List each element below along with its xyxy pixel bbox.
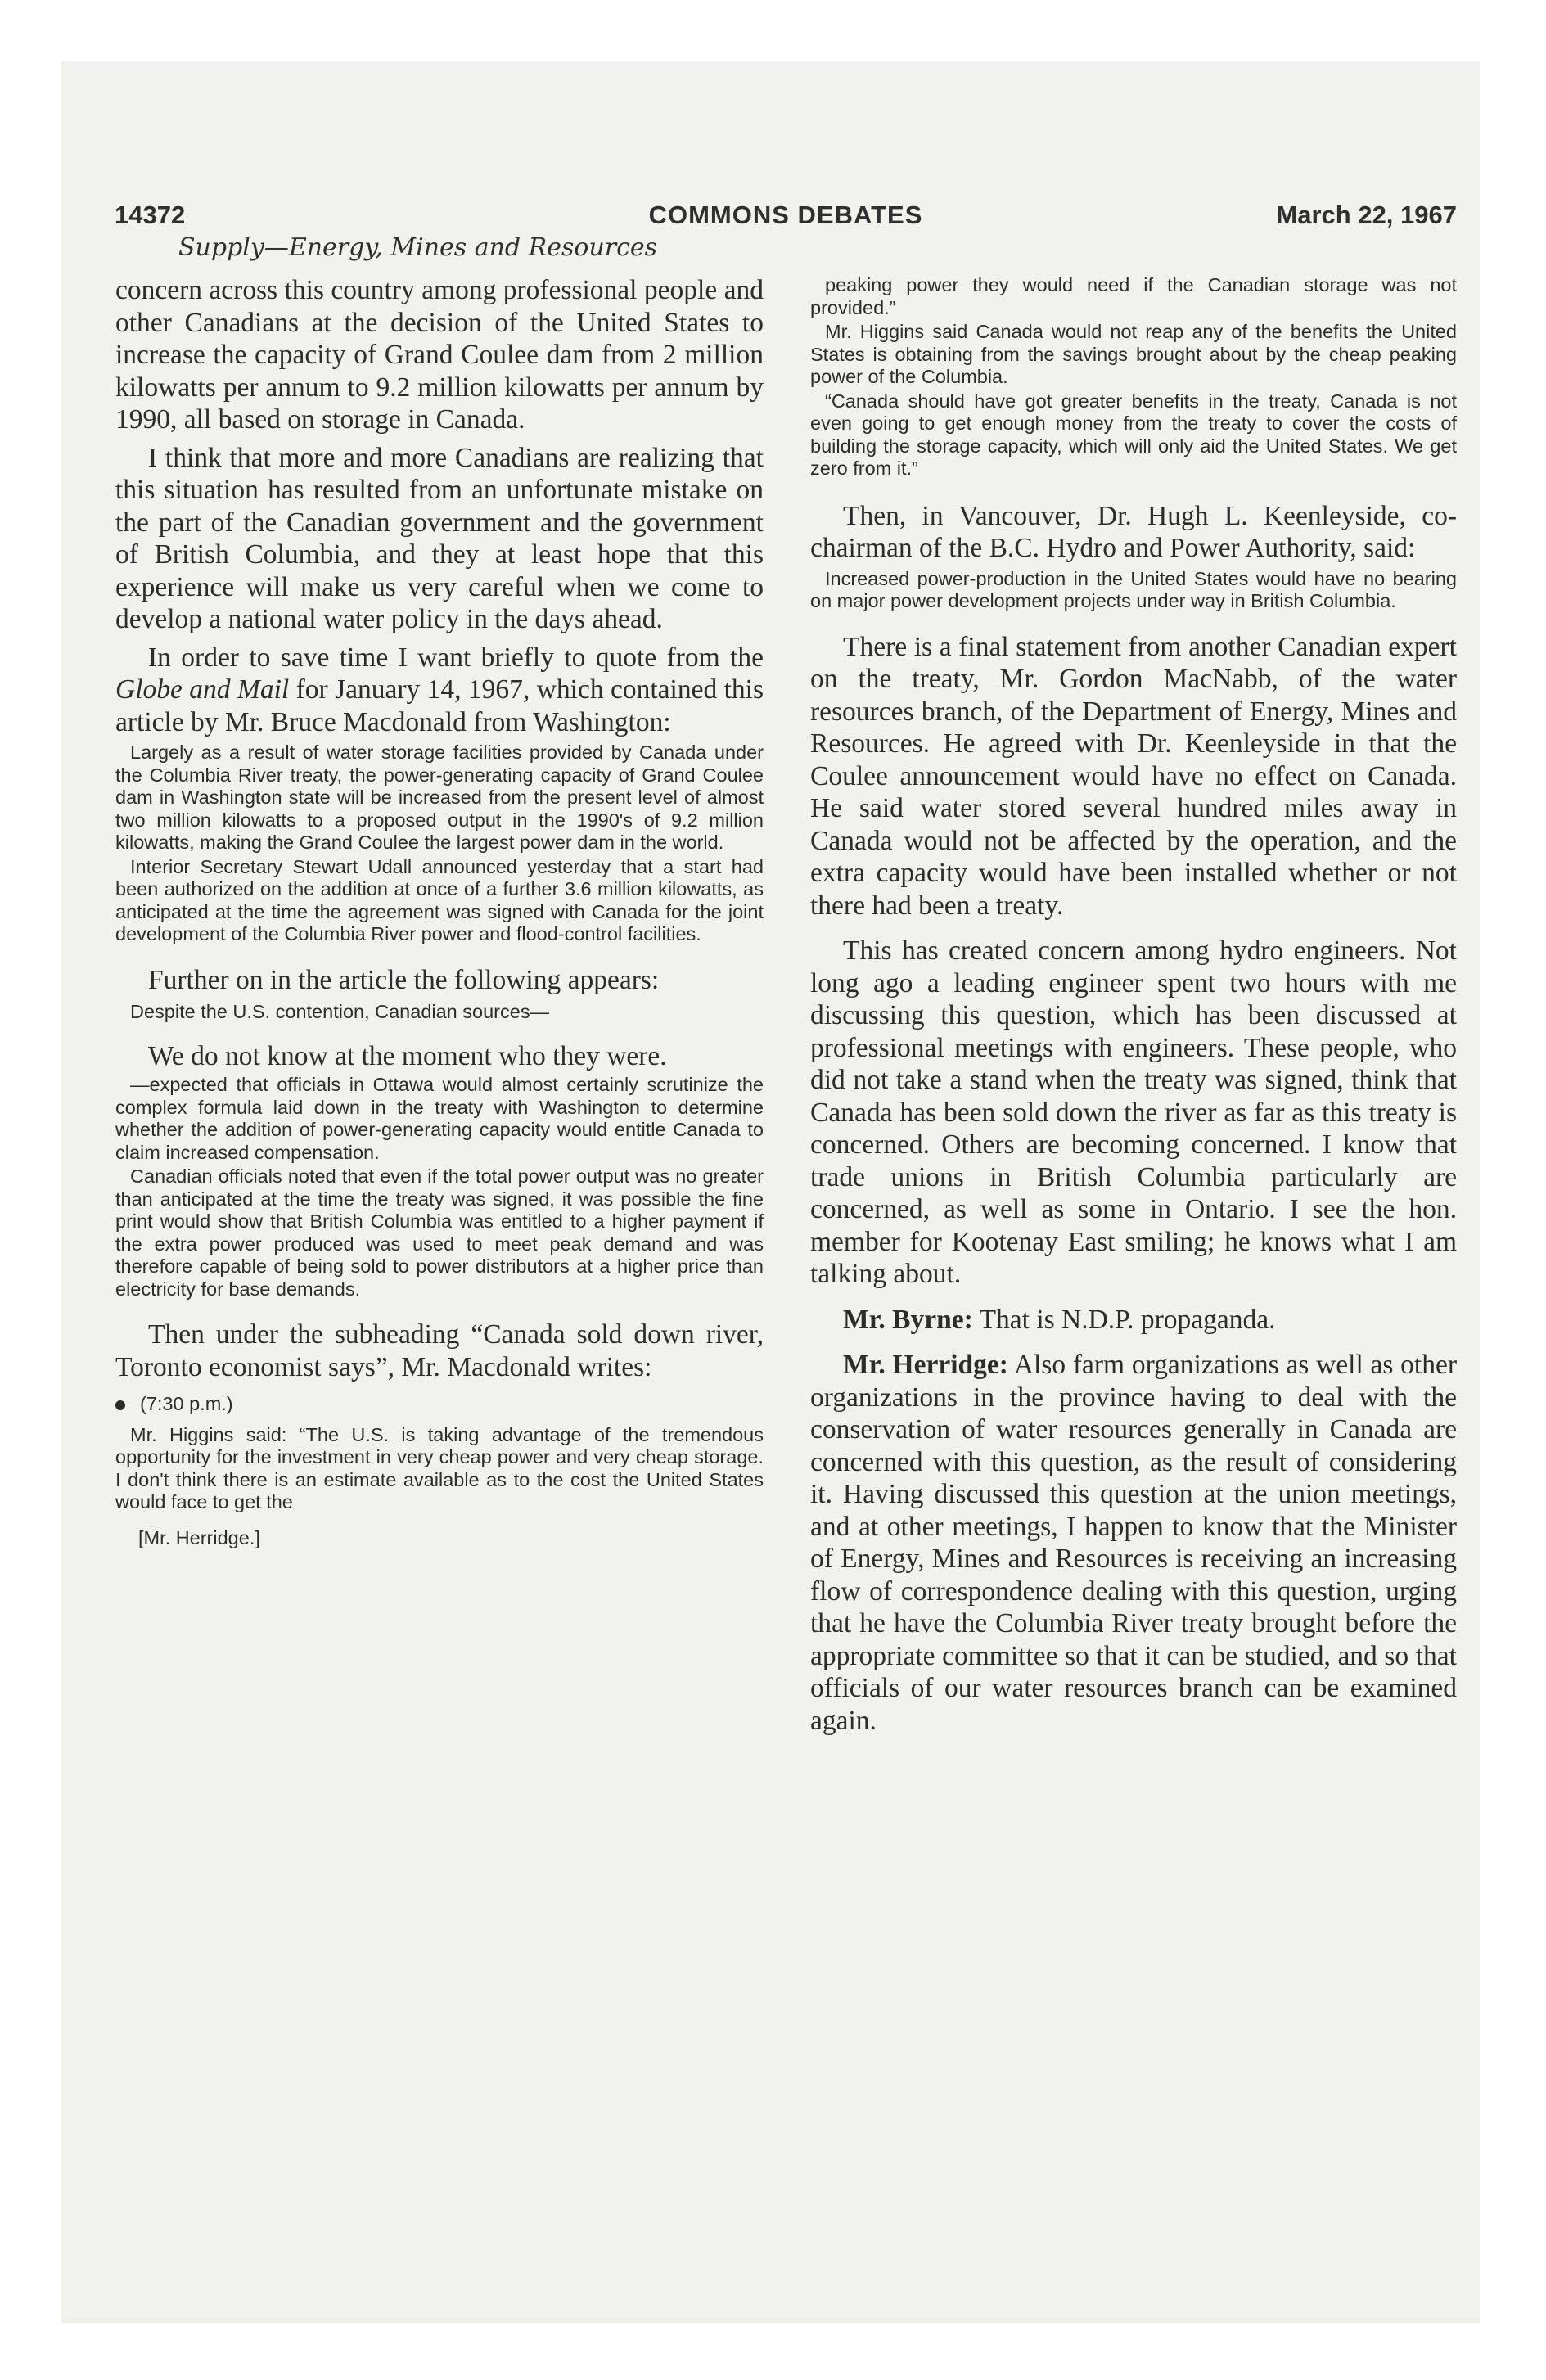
quoted-passage: Canadian officials noted that even if the total power output was no greater than anticipated at the time the treaty was signed, it was possible the fine print would show that British Columbia was entitled to a higher payment if the extra power produced was used to meet peak demand and was therefore capable of being sold to power distributors at a higher price than electricity for base demands. — [115, 1165, 764, 1300]
paragraph: Mr. Herridge: Also farm organizations as well as other organizations in the province having to deal with the conservation of water resources generally in Canada are concerned with this question, as the result of considering it. Having discussed this question at the union meetings, and at other meetings, I happen to know that the Minister of Energy, Mines and Resources is receiving an increasing flow of correspondence dealing with this question, urging that he have the Columbia River treaty brought before the appropriate committee so that it can be studied, and so that officials of our water resources branch can be examined again. — [810, 1350, 1457, 1736]
left-column — [115, 274, 764, 1549]
paragraph: I think that more and more Canadians are realizing that this situation has resulted from an unfortunate mistake on the part of the Canadian government and the government of British Columbia, and they at least hope that this experience will make us very careful when we come to develop a national water policy in the days ahead. — [115, 442, 764, 634]
speaker-note: [Mr. Herridge.] — [138, 1526, 260, 1548]
page-header — [115, 201, 1457, 233]
paragraph: Then, in Vancouver, Dr. Hugh L. Keenleyside, co-chairman of the B.C. Hydro and Power Authority, said: — [810, 500, 1457, 563]
paragraph: We do not know at the moment who they were. — [148, 1040, 667, 1071]
speaker-name: Mr. Byrne: — [843, 1304, 973, 1335]
quoted-passage: “Canada should have got greater benefits in the treaty, Canada is not even going to get enough money from the treaty to cover the costs of building the storage capacity, which will only aid the United States. We get zero from it.” — [810, 390, 1457, 479]
paragraph: There is a final statement from another Canadian expert on the treaty, Mr. Gordon MacNabb, of the water resources branch, of the Department of Energy, Mines and Resources. He agreed with Dr. Keenleyside in that the Coulee announcement would have no effect on Canada. He said water stored several hundred miles away in Canada would not be affected by the operation, and the extra capacity would have been installed whether or not there had been a treaty. — [810, 631, 1457, 921]
quoted-passage: Largely as a result of water storage facilities provided by Canada under the Columbia River treaty, the power-generating capacity of Grand Coulee dam in Washington state will be increased from the present level of almost two million kilowatts to a proposed output in the 1990's of 9.2 million kilowatts, making the Grand Coulee the largest power dam in the world. — [115, 741, 764, 853]
publication-date: March 22, 1967 — [1276, 201, 1457, 229]
speaker-name: Mr. Herridge: — [843, 1350, 1008, 1380]
page-number: 14372 — [115, 201, 186, 229]
bullet-icon — [115, 1400, 125, 1410]
quoted-passage: Increased power-production in the United States would have no bearing on major power development projects under way in British Columbia. — [810, 567, 1457, 611]
paragraph: Further on in the article the following appears: — [148, 964, 660, 995]
quoted-passage: Mr. Higgins said: “The U.S. is taking advantage of the tremendous opportunity for the investment in very cheap power and very cheap storage. I don't think there is an estimate available as to the cost the United States would face to get the — [115, 1423, 764, 1512]
right-column — [810, 274, 1457, 1737]
paragraph: This has created concern among hydro engineers. Not long ago a leading engineer spent two hours with me discussing this question, which has been discussed at professional meetings with engineers. These people, who did not take a stand when the treaty was signed, think that Canada has been sold down the river as far as this treaty is concerned. Others are becoming concerned. I know that trade unions in British Columbia particularly are concerned, as well as some in Ontario. I see the hon. member for Kootenay East smiling; he knows what I am talking about. — [810, 935, 1457, 1289]
time-marker: (7:30 p.m.) — [115, 1393, 764, 1416]
paragraph: Then under the subheading “Canada sold down river, Toronto economist says”, Mr. Macdonald writes: — [115, 1319, 764, 1382]
paragraph: Mr. Byrne: That is N.D.P. propaganda. — [843, 1304, 1276, 1335]
quoted-passage: Despite the U.S. contention, Canadian sources— — [130, 1001, 550, 1022]
paragraph: concern across this country among professional people and other Canadians at the decision of the United States to increase the capacity of Grand Coulee dam from 2 million kilowatts per annum to 9.2 million kilowatts per annum by 1990, all based on storage in Canada. — [115, 275, 764, 435]
quoted-passage: —expected that officials in Ottawa would almost certainly scrutinize the complex formula laid down in the treaty with Washington to determine whether the addition of power-generating capacity would entitle Canada to claim increased compensation. — [115, 1074, 764, 1163]
running-head: Supply—Energy, Mines and Resources — [178, 233, 658, 262]
quoted-passage: Interior Secretary Stewart Udall announced yesterday that a start had been authorized on the addition at once of a further 3.6 million kilowatts, as anticipated at the time the agreement was signed with Canada for the joint development of the Columbia River power and flood-control facilities. — [115, 855, 764, 944]
quoted-passage: Mr. Higgins said Canada would not reap any of the benefits the United States is obtaining from the savings brought about by the cheap peaking power of the Columbia. — [810, 321, 1457, 387]
paragraph: In order to save time I want briefly to quote from the Globe and Mail for January 14, 1967, which contained this article by Mr. Bruce Macdonald from Washington: — [115, 642, 764, 737]
publication-title: COMMONS DEBATES — [648, 201, 923, 229]
quoted-passage: peaking power they would need if the Canadian storage was not provided.” — [810, 274, 1457, 318]
